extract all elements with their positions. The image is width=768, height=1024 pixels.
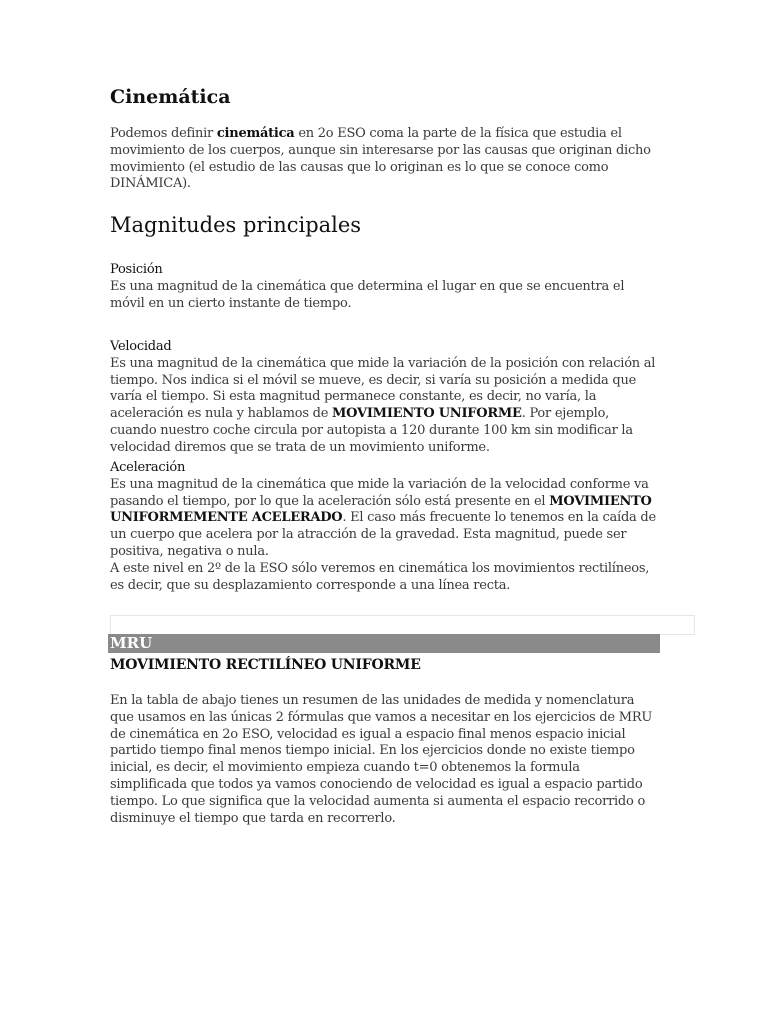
aceleracion-paragraph [110, 460, 658, 594]
velocidad-text-c: . Por ejemplo, cuando nuestro coche circula por autopista a 120 durante 100 km sin modificar la velocidad diremos que se trata de un movimiento uniforme. [110, 406, 633, 455]
aceleracion-text-a: Es una magnitud de la cinemática que mide la variación de la velocidad conforme va pasando el tiempo, por lo que la aceleración sólo está presente en el [110, 476, 649, 509]
intro-paragraph [110, 126, 658, 193]
mru-title: MOVIMIENTO RECTILÍNEO UNIFORME [110, 657, 421, 673]
intro-term: cinemática [216, 126, 295, 141]
velocidad-text-a: Es una magnitud de la cinemática que mide la variación de la posición con relación al tiempo. Nos indica si el móvil se mueve, es decir, si varía su posición a medida que varía el tiempo. Si esta magnitud permanece constante, es decir, no varía, la aceleración es nula y hablamos de [110, 355, 656, 422]
mru-band-label: MRU [110, 634, 153, 652]
posicion-paragraph [110, 262, 658, 312]
aceleracion-text-c: . El caso más frecuente lo tenemos en la caída de un cuerpo que acelera por la atracción de la gravedad. Esta magnitud, puede ser positiva, negativa o nula. [110, 510, 656, 559]
velocidad-paragraph [110, 339, 658, 457]
page-title: Cinemática [110, 86, 231, 108]
aceleracion-text-d: A este nivel en 2º de la ESO sólo veremos en cinemática los movimientos rectilíneos, es decir, que su desplazamiento corresponde a una línea recta. [110, 560, 650, 593]
velocidad-label: Velocidad [110, 339, 172, 354]
aceleracion-label: Aceleración [110, 460, 186, 475]
aceleracion-term: MOVIMIENTO UNIFORMEMENTE ACELERADO [110, 493, 652, 526]
velocidad-term: MOVIMIENTO UNIFORME [332, 406, 522, 422]
mru-header-band [108, 634, 660, 653]
posicion-text: Es una magnitud de la cinemática que determina el lugar en que se encuentra el móvil en un cierto instante de tiempo. [110, 278, 625, 311]
mru-paragraph: En la tabla de abajo tienes un resumen de las unidades de medida y nomenclatura que usamos en las únicas 2 fórmulas que vamos a necesitar en los ejercicios de MRU de cinemática en 2o ESO, velocidad es igual a espacio final menos espacio inicial partido tiempo final menos tiempo inicial. En los ejercicios donde no existe tiempo inicial, es decir, el movimiento empieza cuando t=0 obtenemos la formula simplificada que todos ya vamos conociendo de velocidad es igual a espacio partido tiempo. Lo que significa que la velocidad aumenta si aumenta el espacio recorrido o disminuye el tiempo que tarda en recorrerlo. [110, 693, 653, 826]
empty-table-row [110, 615, 695, 635]
intro-text-c: en 2o ESO coma la parte de la física que estudia el movimiento de los cuerpos, aunque sin interesarse por las causas que originan dicho movimiento (el estudio de las causas que lo originan es lo que se conoce como DINÁMICA). [110, 126, 651, 192]
posicion-label: Posición [110, 262, 163, 277]
intro-text-a: Podemos definir [110, 126, 217, 141]
section-title-magnitudes: Magnitudes principales [110, 213, 362, 237]
